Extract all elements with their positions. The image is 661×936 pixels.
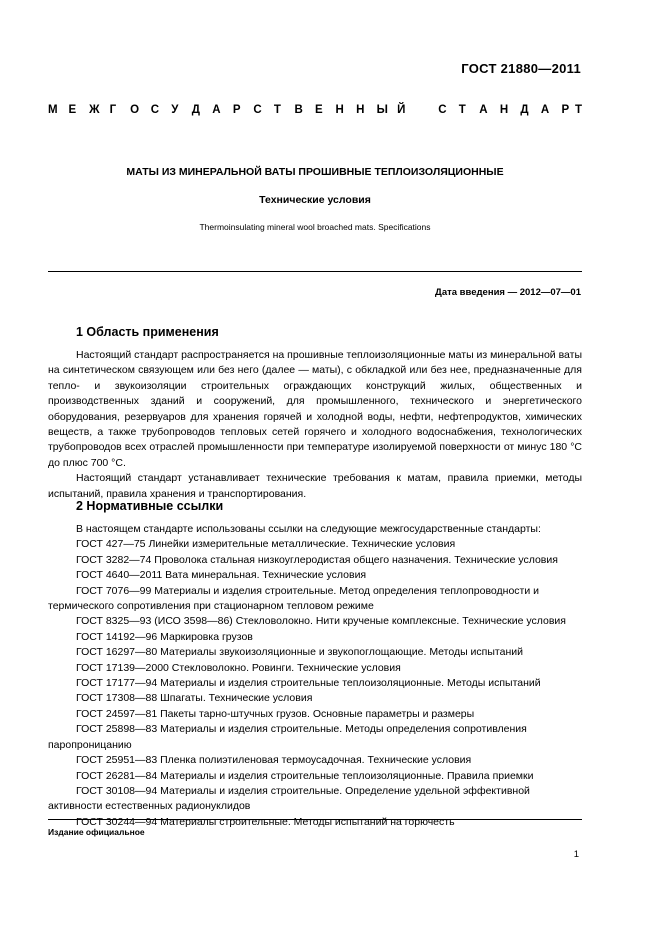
divider xyxy=(48,271,582,272)
paragraph: Настоящий стандарт распространяется на прошивные теплоизоляционные маты из минеральной ваты на синтетическом связующем или без него (далее — маты), с обкладкой или без нее, предназначенные для тепло- и звукоизоляции строительных ограждающих конструкций жилых, общественных и производственных зданий и сооружений, для промышленного, технического и энергетического оборудования, резервуаров для хранения горячей и холодной воды, нефти, нефтепродуктов, химических веществ, а также трубопроводов тепловых сетей горячего и холодного водоснабжения, технологических трубопроводов всех отраслей промышленности при температуре изолируемой поверхности от минус 180 °С до плюс 700 °С. xyxy=(48,349,582,469)
section-1-heading: 1 Область применения xyxy=(76,325,219,339)
series-title-letter: В xyxy=(294,104,303,116)
series-title-letter: Н xyxy=(499,104,509,116)
edition-note: Издание официальное xyxy=(48,827,145,837)
series-title-letter: А xyxy=(540,104,550,116)
series-title-letter: Ж xyxy=(89,104,100,116)
reference-item: ГОСТ 427—75 Линейки измерительные металлические. Технические условия xyxy=(76,538,456,551)
reference-item: ГОСТ 14192—96 Маркировка грузов xyxy=(76,630,253,643)
series-title-letter: Е xyxy=(68,104,77,116)
reference-item: ГОСТ 7076—99 Материалы и изделия строительные. Метод определения теплопроводности и термического сопротивления при стационарном тепловом режиме xyxy=(48,584,539,613)
series-title-letter: О xyxy=(130,104,140,116)
standard-subtitle: Технические условия xyxy=(259,194,371,206)
reference-item: ГОСТ 30244—94 Материалы строительные. Методы испытаний на горючесть xyxy=(76,815,455,828)
reference-item: ГОСТ 30108—94 Материалы и изделия строительные. Определение удельной эффективной активности естественных радионуклидов xyxy=(48,784,530,813)
page-number: 1 xyxy=(573,849,579,860)
series-title-letter: Р xyxy=(561,104,570,116)
reference-item: ГОСТ 24597—81 Пакеты тарно-штучных грузов. Основные параметры и размеры xyxy=(76,707,475,720)
reference-item: ГОСТ 17308—88 Шпагаты. Технические условия xyxy=(76,692,313,705)
series-title-letter: У xyxy=(171,104,179,116)
references-intro: В настоящем стандарте использованы ссылки на следующие межгосударственные стандарты: xyxy=(76,523,541,535)
series-title-letter: Т xyxy=(458,104,466,116)
series-title-letter: Д xyxy=(520,104,529,116)
standard-title: МАТЫ ИЗ МИНЕРАЛЬНОЙ ВАТЫ ПРОШИВНЫЕ ТЕПЛОИЗОЛЯЦИОННЫЕ xyxy=(126,166,504,178)
reference-item: ГОСТ 25951—83 Пленка полиэтиленовая термоусадочная. Технические условия xyxy=(76,754,472,767)
series-title-letter: Д xyxy=(191,104,200,116)
english-title: Thermoinsulating mineral wool broached mats. Specifications xyxy=(199,222,431,232)
series-title-letter: Й xyxy=(397,104,406,116)
series-title-letter: С xyxy=(253,104,262,116)
series-title-letter: Е xyxy=(315,104,323,116)
section-2-body xyxy=(48,522,582,830)
reference-item: ГОСТ 3282—74 Проволока стальная низкоуглеродистая общего назначения. Технические условия xyxy=(76,553,558,566)
series-title-letter: Т xyxy=(273,104,281,116)
reference-item: ГОСТ 25898—83 Материалы и изделия строительные. Методы определения сопротивления паропроницанию xyxy=(48,723,527,751)
series-title-letter: Р xyxy=(232,104,241,116)
reference-item: ГОСТ 17177—94 Материалы и изделия строительные теплоизоляционные. Методы испытаний xyxy=(76,677,541,690)
reference-item: ГОСТ 26281—84 Материалы и изделия строительные теплоизоляционные. Правила приемки xyxy=(76,769,534,782)
section-1-body xyxy=(48,348,582,502)
series-title-letter: С xyxy=(150,104,159,116)
series-title-letter: Н xyxy=(356,104,365,116)
section-2-heading: 2 Нормативные ссылки xyxy=(76,499,224,513)
series-title-letter xyxy=(418,104,421,116)
series-title-letter: Г xyxy=(109,104,117,116)
reference-item: ГОСТ 16297—80 Материалы звукоизоляционные и звукопоглощающие. Методы испытаний xyxy=(76,646,523,659)
series-title-letter: Т xyxy=(574,104,582,116)
series-title-letter: Н xyxy=(335,104,344,116)
series-title-letter: А xyxy=(212,104,221,116)
series-title-letter: Ы xyxy=(376,104,388,116)
introduction-date: Дата введения — 2012—07—01 xyxy=(435,287,581,298)
doc-number: ГОСТ 21880—2011 xyxy=(461,61,581,76)
divider xyxy=(48,819,582,820)
paragraph: Настоящий стандарт устанавливает технические требования к матам, правила приемки, методы испытаний, правила хранения и транспортирования. xyxy=(48,472,582,500)
series-title-letter: М xyxy=(48,104,58,116)
reference-item: ГОСТ 17139—2000 Стекловолокно. Ровинги. Технические условия xyxy=(76,661,401,674)
series-title-letter: С xyxy=(438,104,447,116)
reference-item: ГОСТ 8325—93 (ИСО 3598—86) Стекловолокно. Нити крученые комплексные. Технические условия xyxy=(76,615,566,628)
series-title-letter: А xyxy=(479,104,488,116)
reference-item: ГОСТ 4640—2011 Вата минеральная. Технические условия xyxy=(76,569,367,582)
